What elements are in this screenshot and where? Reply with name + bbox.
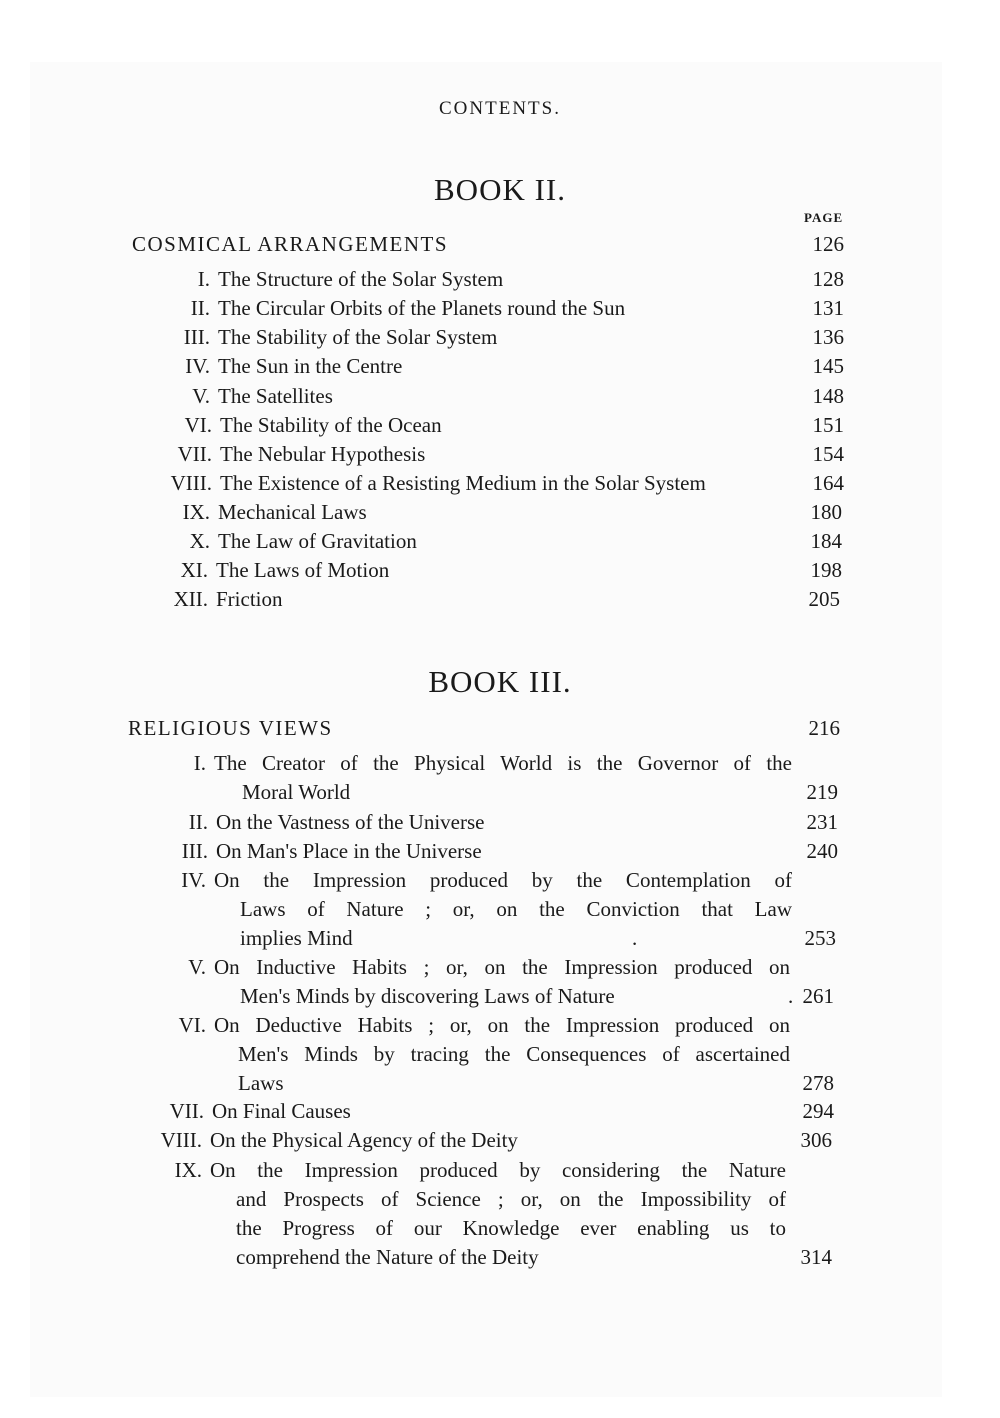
book-3-chapter-title-line: The Creator of the Physical World is the Governor of the — [214, 751, 792, 775]
chapter-number-text: XI. — [180, 558, 208, 582]
chapter-number-text: V. — [188, 955, 206, 979]
book-3-chapter-title-line: On the Physical Agency of the Deity — [210, 1128, 518, 1152]
chapter-number-text: XII. — [173, 587, 208, 611]
book-3-chapter-title-line: implies Mind — [240, 926, 353, 950]
chapter-number-text: VII. — [177, 442, 212, 466]
book-3-chapter-title-line: Men's Minds by tracing the Consequences of ascertained — [238, 1042, 790, 1066]
chapter-number-text: II. — [190, 296, 210, 320]
book-2-part-page: 126 — [812, 232, 844, 256]
book-3-chapter-page: 261 — [802, 984, 834, 1008]
chapter-number-text: IX. — [182, 500, 210, 524]
book-2-chapter-title: The Nebular Hypothesis — [220, 442, 426, 466]
book-2-chapter-page: 180 — [810, 500, 842, 524]
book-3-part-page: 216 — [808, 716, 840, 740]
book-2-chapter-page: 164 — [812, 471, 844, 495]
book-3-chapter-page: 231 — [806, 810, 838, 834]
book-2-chapter-title: The Satellites — [218, 384, 333, 408]
book-3-part-title: RELIGIOUS VIEWS — [128, 716, 333, 740]
book-2-chapter-page: 131 — [812, 296, 844, 320]
book-2-chapter-page: 128 — [812, 267, 844, 291]
book-2-chapter-title: The Existence of a Resisting Medium in the Solar System — [220, 471, 706, 495]
chapter-number-text: VI. — [184, 413, 212, 437]
chapter-number-text: III. — [181, 839, 208, 863]
book-2-chapter-title: The Sun in the Centre — [218, 354, 403, 378]
book-2-chapter-page: 145 — [812, 354, 844, 378]
chapter-number-text: IX. — [174, 1158, 202, 1182]
book-2-chapter-page: 136 — [812, 325, 844, 349]
dot-leader: . — [788, 984, 794, 1008]
book-2-chapter-page: 198 — [810, 558, 842, 582]
chapter-number-text: II. — [188, 810, 208, 834]
book-3-chapter-title-line: On Deductive Habits ; or, on the Impression produced on — [214, 1013, 790, 1037]
book-3-chapter-title-line: Laws of Nature ; or, on the Conviction that Law — [240, 897, 792, 921]
book-3-title: BOOK III. — [428, 664, 572, 699]
book-3-chapter-page: 278 — [802, 1071, 834, 1095]
book-2-chapter-title: The Structure of the Solar System — [218, 267, 504, 291]
chapter-number-text: IV. — [181, 868, 206, 892]
book-2-chapter-title: The Stability of the Solar System — [218, 325, 498, 349]
page-column-label: PAGE — [804, 210, 844, 225]
chapter-number-text: VI. — [178, 1013, 206, 1037]
book-3-chapter-title-line: On the Vastness of the Universe — [216, 810, 485, 834]
book-2-chapter-page: 148 — [812, 384, 844, 408]
book-2-chapter-title: The Law of Gravitation — [218, 529, 417, 553]
book-3-chapter-page: 294 — [802, 1099, 834, 1123]
book-2-chapter-title: The Laws of Motion — [216, 558, 390, 582]
book-3-chapter-title-line: the Progress of our Knowledge ever enabling us to — [236, 1216, 786, 1240]
chapter-number-text: VIII. — [170, 471, 212, 495]
book-3-chapter-title-line: Men's Minds by discovering Laws of Nature — [240, 984, 615, 1008]
book-3-chapter-title-line: Moral World — [242, 780, 351, 804]
book-3-chapter-title-line: On Final Causes — [212, 1099, 351, 1123]
book-3-chapter-page: 240 — [806, 839, 838, 863]
running-head: CONTENTS. — [439, 98, 561, 119]
book-3-chapter-page: 219 — [806, 780, 838, 804]
book-2-chapter-page: 151 — [812, 413, 844, 437]
chapter-number-text: IV. — [185, 354, 210, 378]
chapter-number-text: VIII. — [160, 1128, 202, 1152]
book-3-chapter-title-line: On the Impression produced by the Contemplation of — [214, 868, 792, 892]
book-2-chapter-title: Friction — [216, 587, 283, 611]
book-3-chapter-title-line: On Inductive Habits ; or, on the Impression produced on — [214, 955, 790, 979]
chapter-number-text: I. — [193, 751, 206, 775]
book-2-chapter-title: The Circular Orbits of the Planets round the Sun — [218, 296, 626, 320]
chapter-number-text: I. — [197, 267, 210, 291]
book-2-chapter-page: 205 — [808, 587, 840, 611]
chapter-number-text: V. — [192, 384, 210, 408]
book-3-chapter-page: 306 — [800, 1128, 832, 1152]
book-3-chapter-title-line: comprehend the Nature of the Deity — [236, 1245, 539, 1269]
book-2-chapter-title: Mechanical Laws — [218, 500, 367, 524]
chapter-number-text: III. — [183, 325, 210, 349]
book-3-chapter-title-line: and Prospects of Science ; or, on the Impossibility of — [236, 1187, 786, 1211]
book-3-chapter-title-line: On the Impression produced by considering the Nature — [210, 1158, 786, 1182]
chapter-number-text: X. — [189, 529, 210, 553]
book-2-chapter-page: 154 — [812, 442, 844, 466]
book-3-chapter-title-line: Laws — [238, 1071, 284, 1095]
book-2-chapter-page: 184 — [810, 529, 842, 553]
chapter-number-text: VII. — [169, 1099, 204, 1123]
book-2-title: BOOK II. — [434, 172, 566, 207]
book-3-chapter-title-line: On Man's Place in the Universe — [216, 839, 482, 863]
book-2-part-title: COSMICAL ARRANGEMENTS — [132, 232, 449, 256]
book-2-chapter-title: The Stability of the Ocean — [220, 413, 442, 437]
dot-leader: . — [632, 926, 638, 950]
book-3-chapter-page: 314 — [800, 1245, 832, 1269]
book-3-chapter-page: 253 — [804, 926, 836, 950]
